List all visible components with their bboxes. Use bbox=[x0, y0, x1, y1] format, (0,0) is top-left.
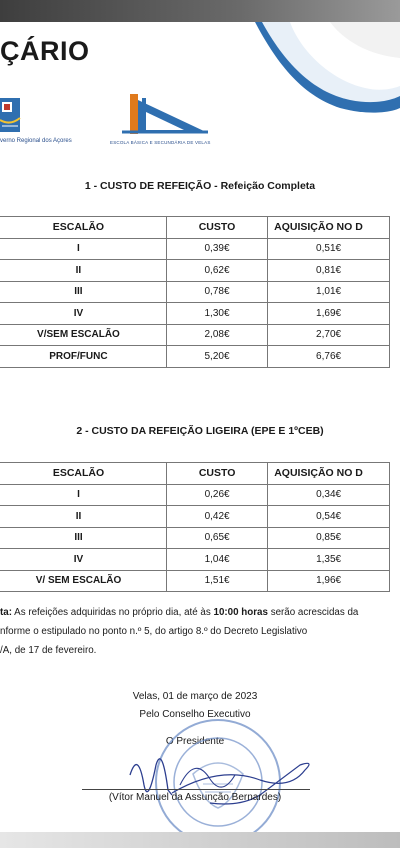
handwritten-signature bbox=[110, 735, 320, 815]
cell-escalao: V/SEM ESCALÃO bbox=[0, 324, 166, 346]
cell-custo: 5,20€ bbox=[166, 346, 267, 368]
cell-custo: 2,08€ bbox=[166, 324, 267, 346]
signing-body: Pelo Conselho Executivo bbox=[139, 709, 251, 720]
cell-aquisicao: 0,81€ bbox=[268, 260, 390, 282]
note-line-1 bbox=[0, 603, 400, 622]
cell-custo: 0,42€ bbox=[167, 506, 268, 528]
cell-escalao: II bbox=[0, 260, 166, 282]
school-logo bbox=[112, 92, 212, 138]
cell-escalao: IV bbox=[0, 549, 167, 571]
cell-custo: 0,78€ bbox=[166, 281, 267, 303]
cell-custo: 0,39€ bbox=[166, 238, 267, 260]
cell-aquisicao: 6,76€ bbox=[268, 346, 390, 368]
column-header-aquisicao: AQUISIÇÃO NO D bbox=[268, 217, 390, 239]
cell-escalao: V/ SEM ESCALÃO bbox=[0, 570, 167, 592]
cell-custo: 0,62€ bbox=[166, 260, 267, 282]
cell-custo: 0,65€ bbox=[167, 527, 268, 549]
cell-aquisicao: 2,70€ bbox=[268, 324, 390, 346]
section-2-title: 2 - CUSTO DA REFEIÇÃO LIGEIRA (EPE E 1ºCEB) bbox=[76, 425, 324, 437]
cell-aquisicao: 0,51€ bbox=[268, 238, 390, 260]
page-title: ÇÁRIO bbox=[0, 36, 90, 66]
cell-aquisicao: 0,85€ bbox=[268, 527, 390, 549]
table-row bbox=[0, 570, 390, 592]
column-header-escalao: ESCALÃO bbox=[0, 217, 166, 239]
table-header-row bbox=[0, 217, 390, 239]
cell-custo: 1,04€ bbox=[167, 549, 268, 571]
column-header-escalao: ESCALÃO bbox=[0, 463, 167, 485]
note-text-a: As refeições adquiridas no próprio dia, até às bbox=[11, 607, 214, 618]
note-line-3: /A, de 17 de fevereiro. bbox=[0, 645, 97, 656]
cell-aquisicao: 1,35€ bbox=[268, 549, 390, 571]
column-header-aquisicao: AQUISIÇÃO NO D bbox=[268, 463, 390, 485]
school-name: ESCOLA BÁSICA E SECUNDÁRIA DE VELAS bbox=[110, 140, 211, 145]
column-header-custo: CUSTO bbox=[166, 217, 267, 239]
cell-aquisicao: 1,96€ bbox=[268, 570, 390, 592]
cell-custo: 0,26€ bbox=[167, 484, 268, 506]
note-paragraph bbox=[0, 603, 400, 660]
table-row bbox=[0, 527, 390, 549]
table-row bbox=[0, 260, 390, 282]
government-name: verno Regional dos Açores bbox=[0, 138, 72, 144]
cell-aquisicao: 0,54€ bbox=[268, 506, 390, 528]
cell-escalao: I bbox=[0, 484, 167, 506]
cell-escalao: II bbox=[0, 506, 167, 528]
signature-line bbox=[82, 789, 310, 790]
place-date: Velas, 01 de março de 2023 bbox=[132, 691, 258, 702]
table-row bbox=[0, 238, 390, 260]
cell-escalao: I bbox=[0, 238, 166, 260]
cell-custo: 1,51€ bbox=[167, 570, 268, 592]
table-row bbox=[0, 346, 390, 368]
note-text-b: serão acrescidas da bbox=[267, 607, 359, 618]
note-label: ta: bbox=[0, 607, 12, 618]
signer-name: (Vítor Manuel da Assunção Bernardes) bbox=[108, 792, 282, 803]
light-meal-cost-table bbox=[0, 462, 390, 592]
note-line-2: nforme o estipulado no ponto n.º 5, do artigo 8.º do Decreto Legislativo bbox=[0, 626, 308, 637]
table-row bbox=[0, 549, 390, 571]
table-header-row bbox=[0, 463, 390, 485]
full-meal-cost-table bbox=[0, 216, 390, 368]
note-time: 10:00 horas bbox=[213, 607, 268, 618]
cell-escalao: IV bbox=[0, 303, 166, 325]
column-header-custo: CUSTO bbox=[167, 463, 268, 485]
table-row bbox=[0, 281, 390, 303]
signer-role: O Presidente bbox=[165, 736, 225, 747]
table-row bbox=[0, 506, 390, 528]
cell-escalao: PROF/FUNC bbox=[0, 346, 166, 368]
table-row bbox=[0, 324, 390, 346]
table-row bbox=[0, 484, 390, 506]
cell-aquisicao: 0,34€ bbox=[268, 484, 390, 506]
cell-escalao: III bbox=[0, 527, 167, 549]
footer-bar bbox=[0, 832, 400, 848]
cell-aquisicao: 1,01€ bbox=[268, 281, 390, 303]
section-1-title: 1 - CUSTO DE REFEIÇÃO - Refeição Completa bbox=[84, 180, 316, 192]
azores-government-logo bbox=[0, 98, 22, 136]
cell-escalao: III bbox=[0, 281, 166, 303]
cell-custo: 1,30€ bbox=[166, 303, 267, 325]
table-row bbox=[0, 303, 390, 325]
cell-aquisicao: 1,69€ bbox=[268, 303, 390, 325]
